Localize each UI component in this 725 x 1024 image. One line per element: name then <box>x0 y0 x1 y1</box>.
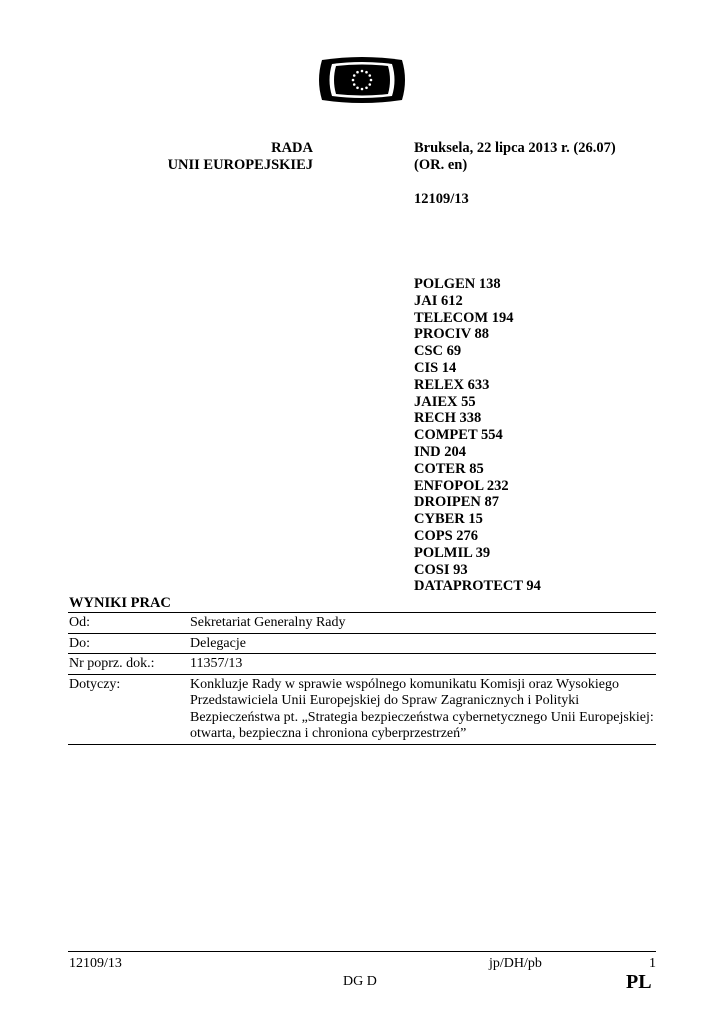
code-line: CYBER 15 <box>414 511 483 528</box>
council-line-1: RADA <box>271 140 313 156</box>
footer-doc-number: 12109/13 <box>69 956 122 971</box>
star-icon <box>368 74 371 77</box>
original-language: (OR. en) <box>414 157 468 173</box>
code-line: JAI 612 <box>414 292 463 309</box>
footer-divider <box>68 951 656 952</box>
code-line: JAIEX 55 <box>414 393 476 410</box>
code-line: CIS 14 <box>414 359 457 376</box>
star-icon <box>353 83 356 86</box>
star-icon <box>370 79 373 82</box>
metadata-table <box>68 612 656 745</box>
council-eu-logo <box>318 56 406 104</box>
star-icon <box>353 74 356 77</box>
metadata-value: Sekretariat Generalny Rady <box>189 613 656 634</box>
metadata-label: Dotyczy: <box>68 674 189 744</box>
code-line: CSC 69 <box>414 343 462 360</box>
footer-page-number: 1 <box>649 956 656 971</box>
code-line: DATAPROTECT 94 <box>414 578 541 595</box>
metadata-label: Od: <box>68 613 189 634</box>
metadata-value: Konkluzje Rady w sprawie wspólnego komunikatu Komisji oraz Wysokiego Przedstawiciela Unii Europejskiej do Spraw Zagranicznych i Polityki Bezpieczeństwa pt. „Strategia bezpieczeństwa cybernetycznego Unii Europejskiej: otwarta, bezpieczna i chroniona cyberprzestrzeń” <box>189 674 656 744</box>
metadata-label: Nr poprz. dok.: <box>68 654 189 675</box>
code-line: IND 204 <box>414 443 466 460</box>
place-date: Bruksela, 22 lipca 2013 r. (26.07) <box>414 140 616 156</box>
code-line: DROIPEN 87 <box>414 494 499 511</box>
star-icon <box>365 86 368 89</box>
document-number: 12109/13 <box>414 191 469 207</box>
metadata-row <box>68 654 656 675</box>
code-line: POLMIL 39 <box>414 544 491 561</box>
metadata-value: Delegacje <box>189 633 656 654</box>
star-icon <box>368 83 371 86</box>
code-line: ENFOPOL 232 <box>414 477 509 494</box>
metadata-value: 11357/13 <box>189 654 656 675</box>
code-line: POLGEN 138 <box>414 276 501 292</box>
code-line: TELECOM 194 <box>414 309 514 326</box>
code-line: RECH 338 <box>414 410 482 427</box>
code-line: COPS 276 <box>414 527 479 544</box>
council-name <box>168 140 313 174</box>
place-date-block <box>414 140 616 174</box>
code-line: COTER 85 <box>414 460 484 477</box>
classification-codes <box>414 276 541 595</box>
council-line-2: UNII EUROPEJSKIEJ <box>167 157 313 173</box>
code-line: PROCIV 88 <box>414 326 490 343</box>
metadata-label: Do: <box>68 633 189 654</box>
code-line: COSI 93 <box>414 561 468 578</box>
star-icon <box>365 71 368 74</box>
code-line: COMPET 554 <box>414 427 503 444</box>
metadata-row <box>68 674 656 744</box>
document-type: WYNIKI PRAC <box>69 595 171 611</box>
footer-directorate: DG D <box>343 974 377 989</box>
metadata-row <box>68 613 656 634</box>
code-line: RELEX 633 <box>414 376 490 393</box>
footer-language: PL <box>626 971 652 993</box>
star-icon <box>352 79 355 82</box>
star-icon <box>361 70 364 73</box>
footer-initials: jp/DH/pb <box>489 956 542 971</box>
star-icon <box>356 86 359 89</box>
star-icon <box>361 88 364 91</box>
metadata-row <box>68 633 656 654</box>
star-icon <box>356 71 359 74</box>
